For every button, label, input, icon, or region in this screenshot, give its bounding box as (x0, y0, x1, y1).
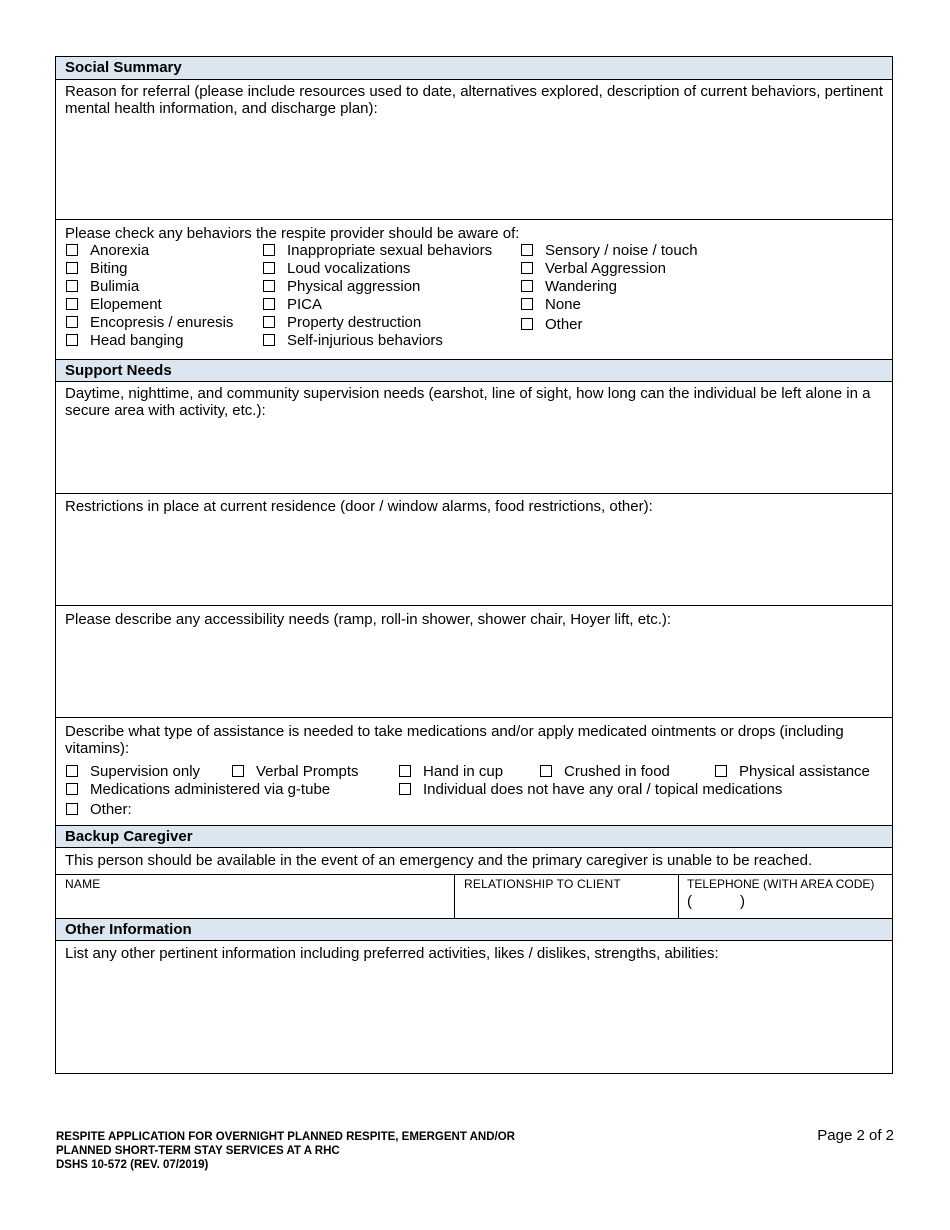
behavior-checkbox[interactable] (66, 260, 128, 277)
behavior-checkbox[interactable] (521, 260, 666, 277)
checkbox-label: Supervision only (90, 763, 201, 780)
reason-for-referral-field[interactable] (56, 79, 892, 219)
checkbox-label: Loud vocalizations (287, 260, 411, 277)
checkbox-label: Anorexia (90, 242, 150, 259)
checkbox-label: PICA (287, 296, 323, 313)
behavior-checkbox[interactable] (263, 278, 420, 295)
medication-checkbox[interactable] (399, 781, 782, 798)
checkbox-label: Wandering (545, 278, 617, 295)
checkbox-label: Physical assistance (739, 763, 870, 780)
behavior-checkbox[interactable] (521, 242, 698, 259)
accessibility-needs-field[interactable] (56, 605, 892, 717)
checkbox-icon[interactable] (66, 765, 78, 777)
medication-checkbox[interactable] (232, 763, 359, 780)
supervision-prompt: Daytime, nighttime, and community supervision needs (earshot, line of sight, how long can the individual be left alone in a secure area with activity, etc.): (65, 385, 871, 419)
section-title: Backup Caregiver (65, 828, 193, 845)
other-information-header (56, 918, 892, 940)
medication-checkbox[interactable] (66, 801, 132, 818)
section-title: Other Information (65, 921, 192, 938)
behavior-checkbox[interactable] (66, 296, 162, 313)
checkbox-label: Head banging (90, 332, 184, 349)
telephone-field[interactable] (679, 875, 892, 918)
medication-checkbox[interactable] (399, 763, 503, 780)
checkbox-icon[interactable] (263, 316, 275, 328)
checkbox-icon[interactable] (263, 280, 275, 292)
medication-checkbox[interactable] (540, 763, 670, 780)
checkbox-icon[interactable] (66, 316, 78, 328)
restrictions-prompt: Restrictions in place at current residence (door / window alarms, food restrictions, other): (65, 498, 653, 515)
respite-form (55, 56, 893, 1074)
paren-close: ) (740, 893, 745, 910)
page-number: Page 2 of 2 (817, 1127, 894, 1144)
behavior-checkbox[interactable] (521, 296, 581, 313)
behavior-checkbox[interactable] (66, 314, 233, 331)
checkbox-label: Bulimia (90, 278, 140, 295)
checkbox-label: Biting (90, 260, 128, 277)
medication-checkbox[interactable] (66, 781, 330, 798)
medication-assistance-section (56, 717, 892, 825)
behavior-checkbox[interactable] (521, 316, 583, 333)
medication-prompt: Describe what type of assistance is needed to take medications and/or apply medicated ointments or drops (including vitamins): (65, 723, 844, 757)
checkbox-label: Inappropriate sexual behaviors (287, 242, 493, 259)
checkbox-label: Medications administered via g-tube (90, 781, 331, 798)
checkbox-label: Crushed in food (564, 763, 670, 780)
checkbox-label: Verbal Aggression (545, 260, 666, 277)
accessibility-prompt: Please describe any accessibility needs (ramp, roll-in shower, shower chair, Hoyer lift, etc.): (65, 611, 672, 628)
footer-title-line1: RESPITE APPLICATION FOR OVERNIGHT PLANNED RESPITE, EMERGENT AND/OR (56, 1131, 515, 1143)
footer-title-line2: PLANNED SHORT-TERM STAY SERVICES AT A RHC (56, 1145, 340, 1157)
checkbox-label: Other: (90, 801, 132, 818)
checkbox-icon[interactable] (521, 298, 533, 310)
section-title: Social Summary (65, 59, 182, 76)
checkbox-icon[interactable] (263, 334, 275, 346)
checkbox-icon[interactable] (66, 334, 78, 346)
section-title: Support Needs (65, 362, 172, 379)
checkbox-label: None (545, 296, 581, 313)
behavior-checkbox[interactable] (263, 296, 322, 313)
checkbox-label: Verbal Prompts (256, 763, 359, 780)
social-summary-header (56, 57, 892, 79)
form-footer (56, 1130, 515, 1172)
behavior-checkbox[interactable] (263, 314, 421, 331)
checkbox-label: Hand in cup (423, 763, 504, 780)
note-text: This person should be available in the event of an emergency and the primary caregiver is unable to be reached. (65, 852, 813, 869)
checkbox-label: Individual does not have any oral / topical medications (423, 781, 783, 798)
restrictions-field[interactable] (56, 493, 892, 605)
reason-prompt: Reason for referral (please include resources used to date, alternatives explored, description of current behaviors, pertinent mental health information, and discharge plan): (65, 83, 883, 117)
checkbox-label: Property destruction (287, 314, 422, 331)
checkbox-icon[interactable] (66, 298, 78, 310)
checkbox-icon[interactable] (263, 262, 275, 274)
checkbox-label: Other (545, 316, 583, 333)
behavior-checkbox[interactable] (66, 278, 139, 295)
behavior-checkbox[interactable] (263, 332, 443, 349)
other-information-prompt: List any other pertinent information including preferred activities, likes / dislikes, strengths, abilities: (65, 945, 719, 962)
field-label: NAME (65, 877, 101, 891)
checkbox-icon[interactable] (66, 803, 78, 815)
checkbox-icon[interactable] (521, 280, 533, 292)
checkbox-icon[interactable] (540, 765, 552, 777)
checkbox-icon[interactable] (232, 765, 244, 777)
checkbox-icon[interactable] (263, 298, 275, 310)
checkbox-icon[interactable] (66, 262, 78, 274)
field-label: TELEPHONE (WITH AREA CODE) (687, 877, 875, 891)
checkbox-label: Elopement (90, 296, 162, 313)
behavior-checkbox[interactable] (521, 278, 617, 295)
paren-open: ( (687, 893, 692, 910)
backup-caregiver-header (56, 825, 892, 847)
name-field[interactable] (56, 875, 454, 918)
behavior-checkbox[interactable] (66, 332, 183, 349)
behaviors-section (56, 219, 892, 359)
checkbox-icon[interactable] (715, 765, 727, 777)
checkbox-icon[interactable] (521, 244, 533, 256)
supervision-needs-field[interactable] (56, 381, 892, 493)
checkbox-label: Encopresis / enuresis (90, 314, 234, 331)
field-label: RELATIONSHIP TO CLIENT (464, 877, 621, 891)
behavior-checkbox[interactable] (66, 242, 149, 259)
checkbox-icon[interactable] (399, 765, 411, 777)
checkbox-icon[interactable] (521, 318, 533, 330)
behaviors-prompt: Please check any behaviors the respite provider should be aware of: (65, 225, 520, 242)
checkbox-icon[interactable] (263, 244, 275, 256)
backup-caregiver-row (56, 874, 892, 918)
support-needs-header (56, 359, 892, 381)
checkbox-label: Self-injurious behaviors (287, 332, 443, 349)
checkbox-icon[interactable] (66, 244, 78, 256)
checkbox-icon[interactable] (521, 262, 533, 274)
medication-checkbox[interactable] (66, 763, 200, 780)
checkbox-label: Sensory / noise / touch (545, 242, 698, 259)
relationship-field[interactable] (455, 875, 677, 918)
behavior-checkbox[interactable] (263, 242, 492, 259)
medication-checkbox[interactable] (715, 763, 870, 780)
checkbox-icon[interactable] (66, 280, 78, 292)
other-information-field[interactable] (56, 940, 892, 1073)
behavior-checkbox[interactable] (263, 260, 410, 277)
backup-caregiver-note (56, 847, 892, 874)
checkbox-icon[interactable] (66, 783, 78, 795)
checkbox-label: Physical aggression (287, 278, 421, 295)
form-number: DSHS 10-572 (REV. 07/2019) (56, 1159, 209, 1171)
checkbox-icon[interactable] (399, 783, 411, 795)
area-code-parens (687, 893, 745, 910)
